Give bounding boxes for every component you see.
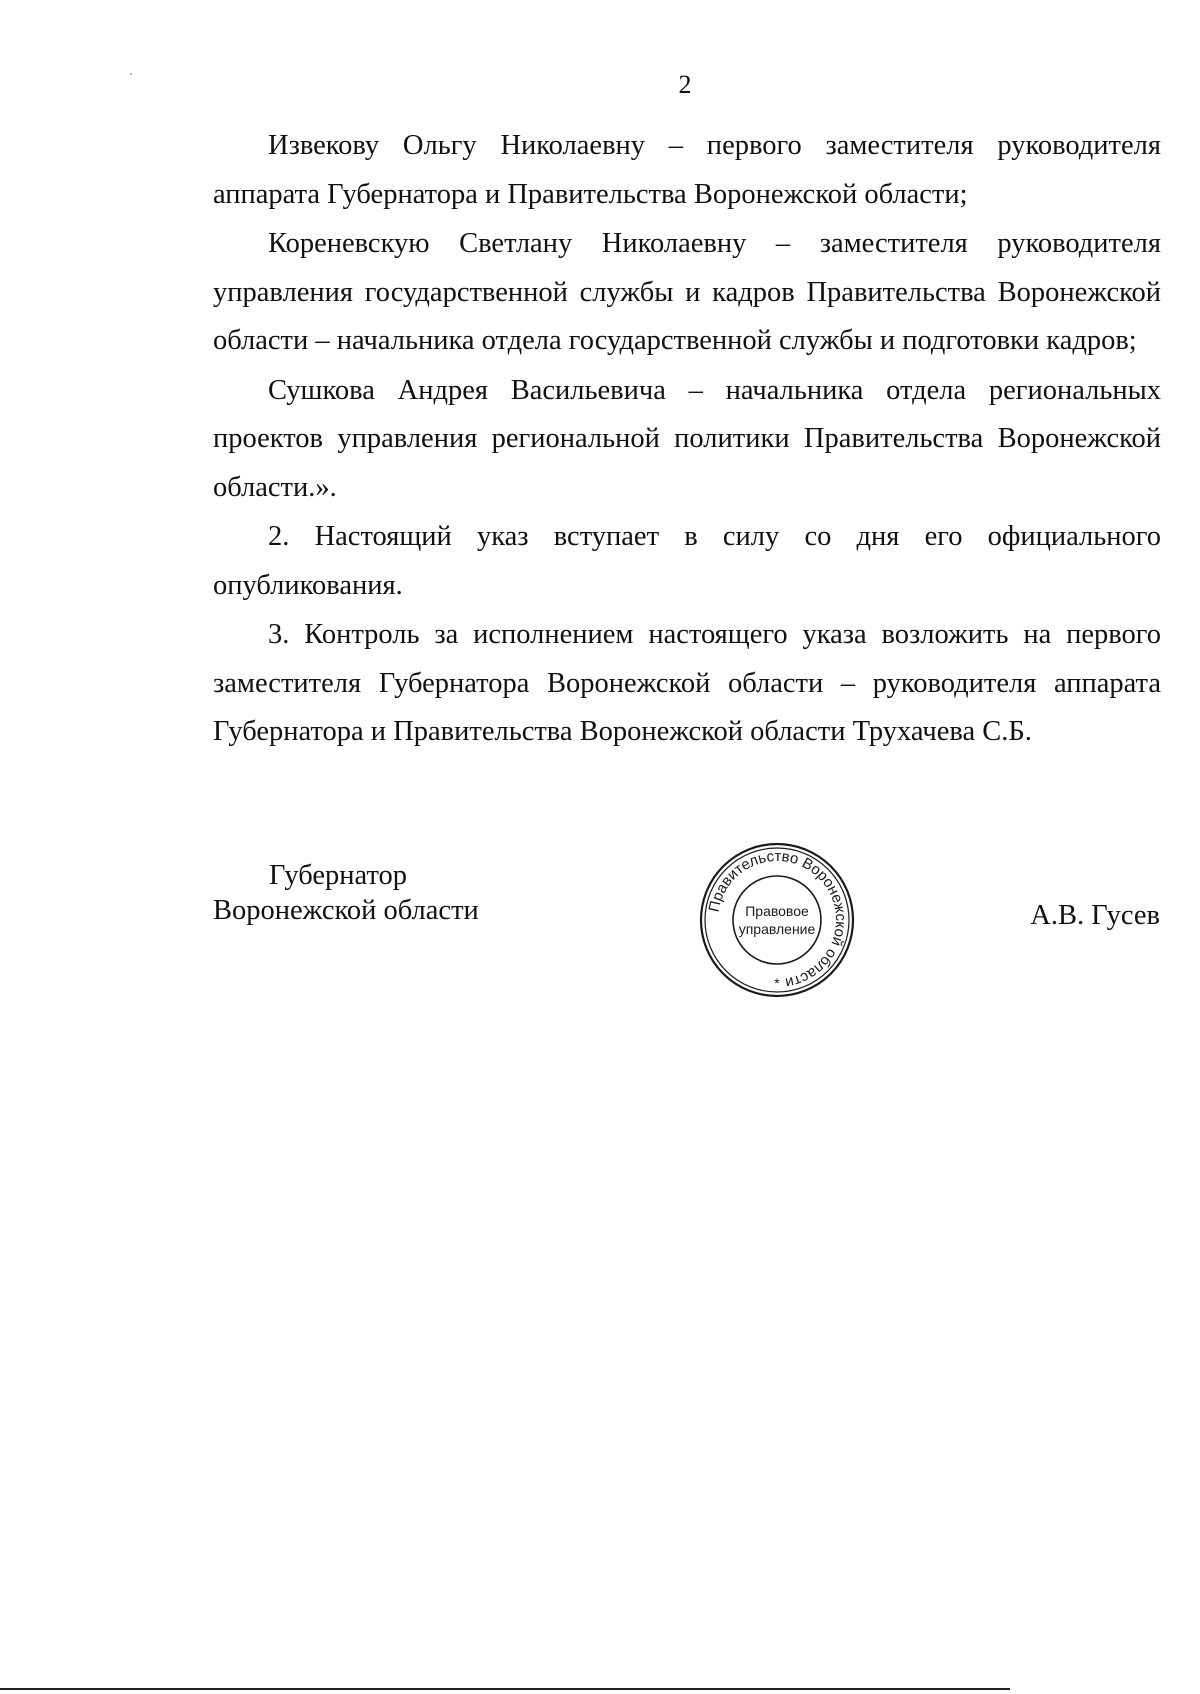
stamp-star: * [774,975,780,991]
signatory-title-line2: Воронежской области [213,895,479,926]
stamp-center-line2: управление [738,921,816,937]
stamp-outer-ring [701,844,853,996]
official-stamp [697,840,857,1000]
paragraph-clause-2: 2. Настоящий указ вступает в силу со дня его официального опубликования. [213,521,1161,601]
page-number: 2 [678,70,692,99]
document-body [213,122,1161,758]
paragraph-appointee-sushkov: Сушкова Андрея Васильевича – начальника отдела региональных проектов управления региональной политики Правительства Воронежской области.». [213,374,1161,503]
stamp-center-line1: Правовое [745,903,809,919]
signatory-title-line1: Губернатор [269,860,408,891]
stamp-ring-text: Правительство Воронежской области [705,847,850,992]
paragraph-appointee-korenevskaya: Кореневскую Светлану Николаевну – заместителя руководителя управления государственной службы и кадров Правительства Воронежской области – начальника отдела государственной службы и подготовки кадров; [213,228,1161,356]
paragraph-clause-3: 3. Контроль за исполнением настоящего указа возложить на первого заместителя Губернатора Воронежской области – руководителя аппарата Губернатора и Правительства Воронежской области Трухачева С.Б. [213,619,1161,747]
stamp-inner-ring [733,876,821,964]
signatory-name: А.В. Гусев [1030,900,1160,931]
page-bottom-edge [0,1688,1010,1690]
signatory-title [213,858,479,928]
paragraph-appointee-izvekova: Извекову Ольгу Николаевну – первого заместителя руководителя аппарата Губернатора и Правительства Воронежской области; [213,130,1161,210]
